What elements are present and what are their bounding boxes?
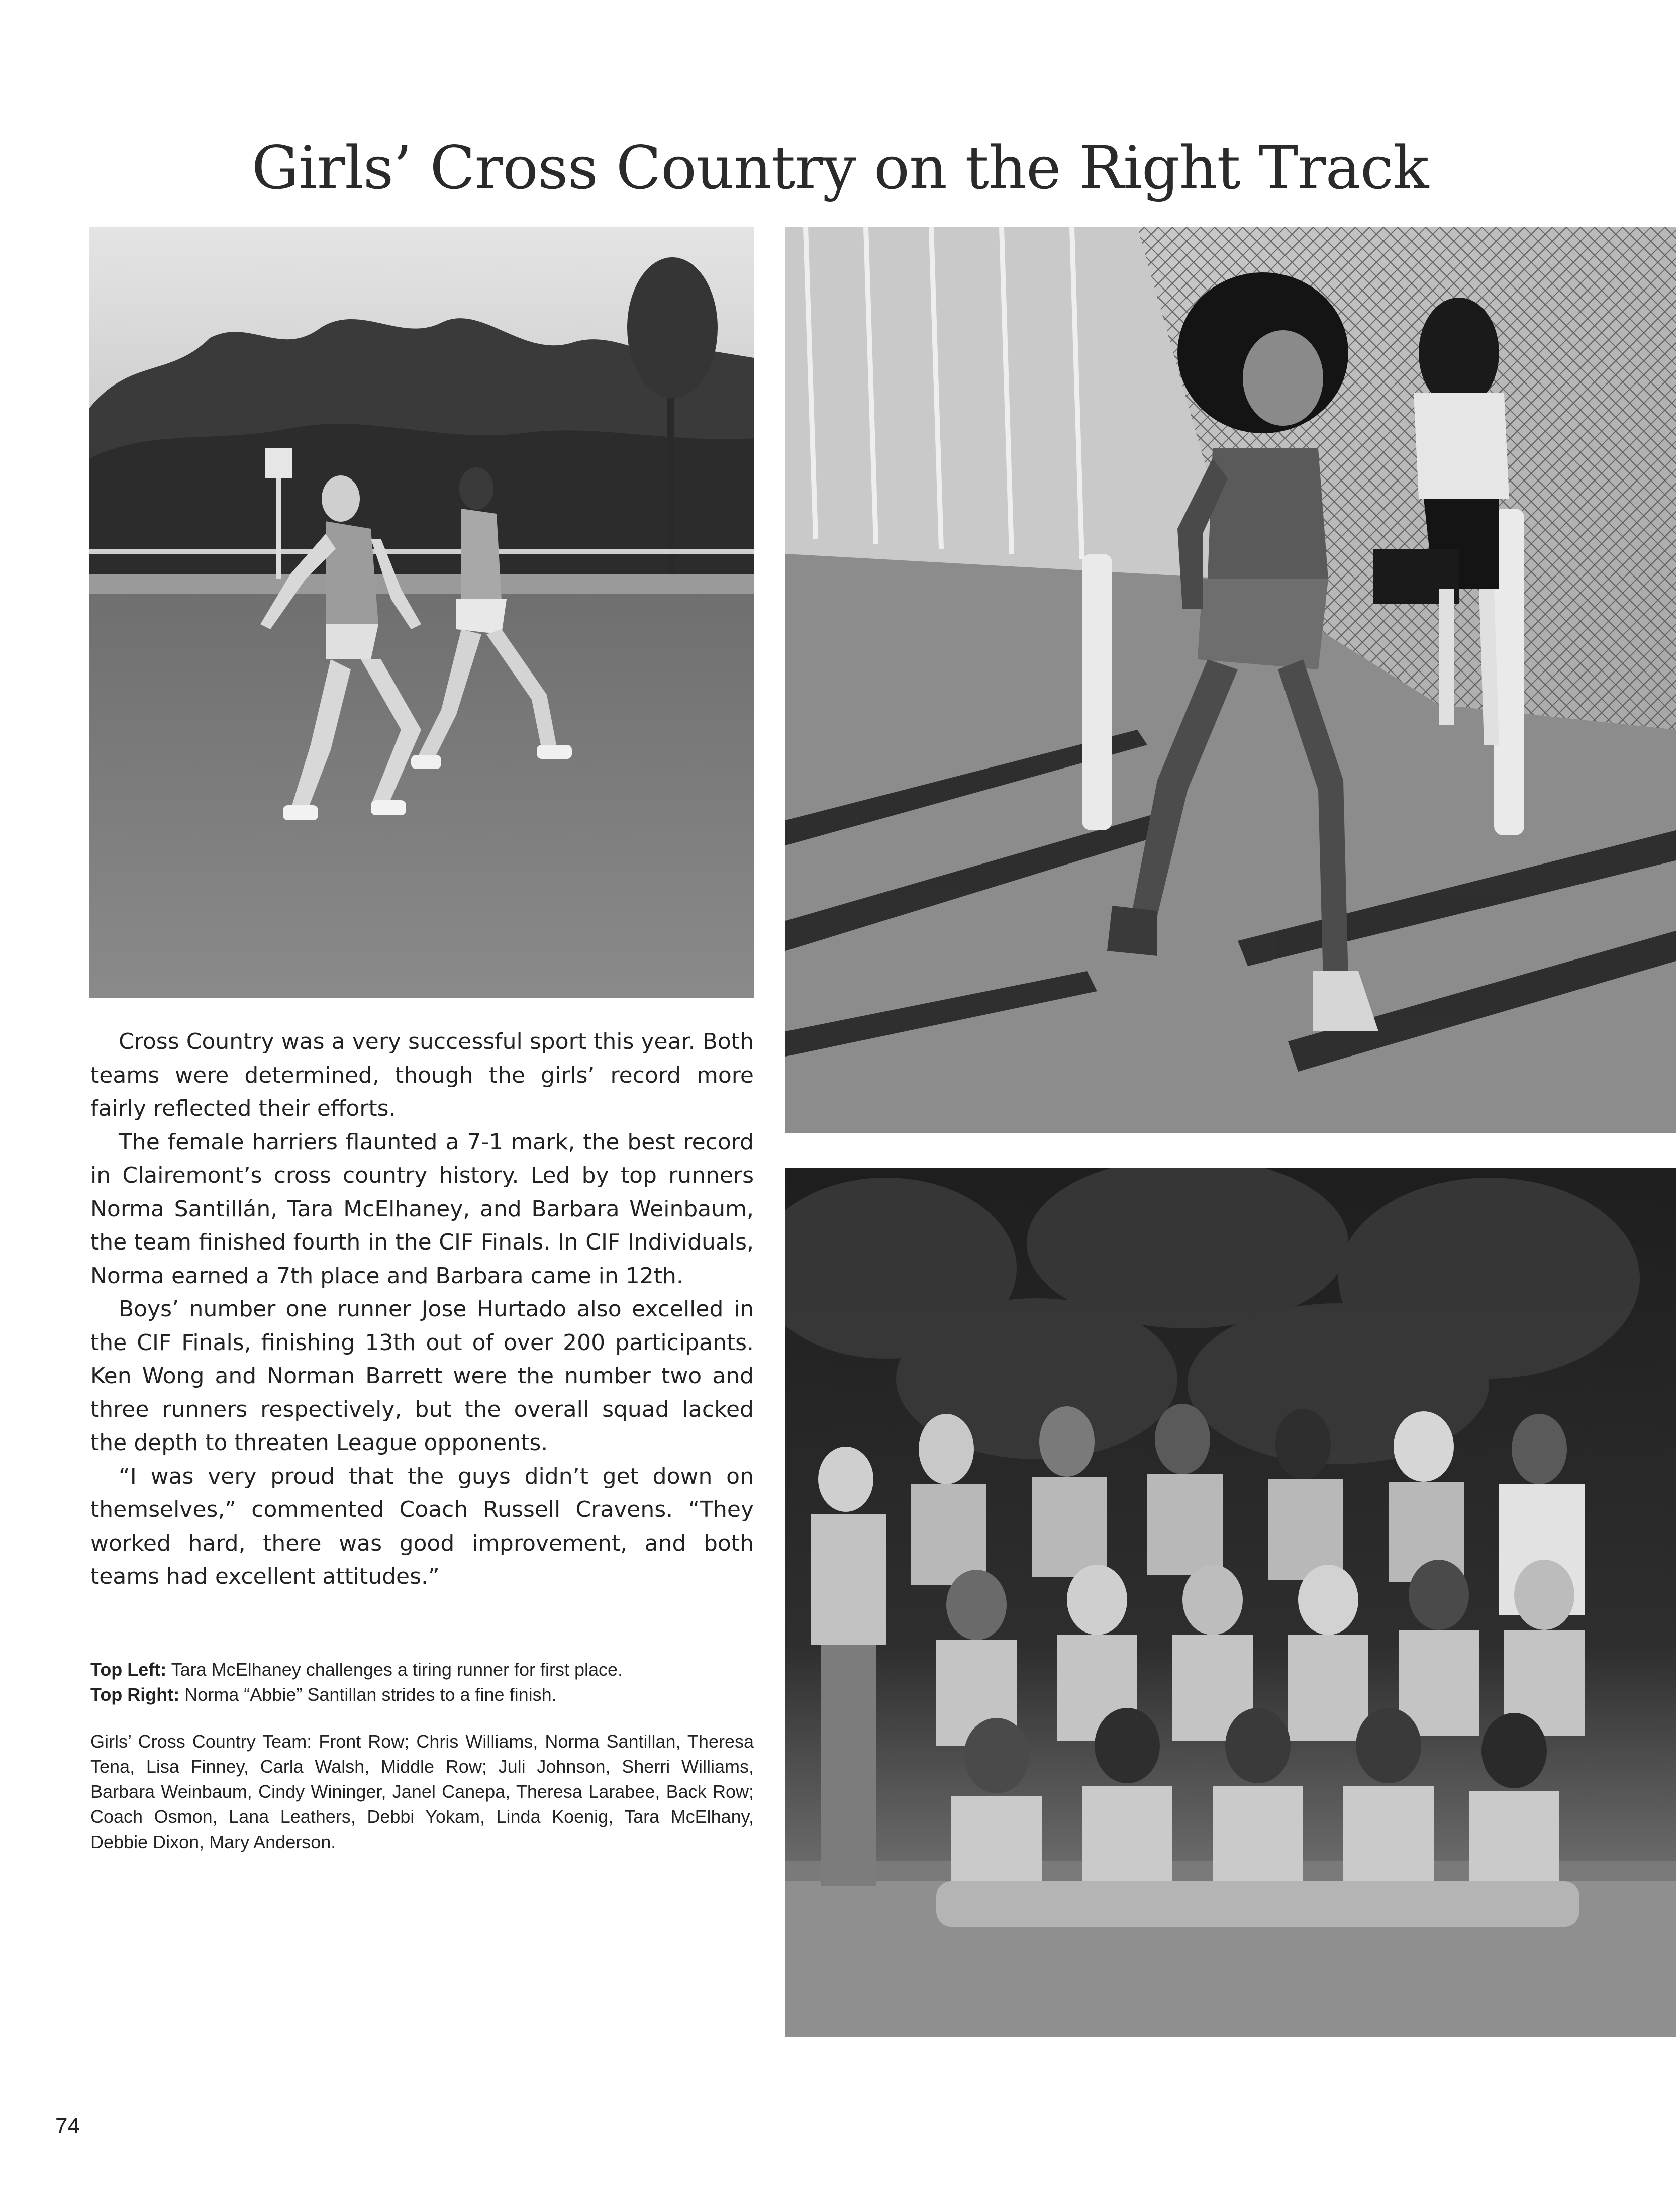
page-number: 74 xyxy=(55,2114,80,2138)
caption-top-left-label: Top Left: xyxy=(90,1659,167,1680)
caption-top-right-label: Top Right: xyxy=(90,1684,180,1705)
caption-top-left xyxy=(90,1657,754,1682)
photo-runners-field xyxy=(89,227,754,998)
caption-team: Girls’ Cross Country Team: Front Row; Chris Williams, Norma Santillan, Theresa Tena, Lisa Finney, Carla Walsh, Middle Row; Juli Johnson, Sherri Williams, Barbara Weinbaum, Cindy Wininger, Janel Canepa, Theresa Larabee, Back Row; Coach Osmon, Lana Leathers, Debbi Yokam, Linda Koenig, Tara McElhany, Debbie Dixon, Mary Anderson. xyxy=(90,1731,754,1852)
caption-top-left-text: Tara McElhaney challenges a tiring runner for first place. xyxy=(171,1659,623,1680)
article-paragraph: Cross Country was a very successful sport this year. Both teams were determined, though the girls’ record more fairly reflected their efforts. xyxy=(90,1029,754,1121)
caption-top-right-text: Norma “Abbie” Santillan strides to a fine finish. xyxy=(184,1684,557,1705)
caption-top-right xyxy=(90,1682,754,1707)
photo-captions-top xyxy=(90,1657,754,1707)
article-paragraph: Boys’ number one runner Jose Hurtado also excelled in the CIF Finals, finishing 13th out of over 200 participants. Ken Wong and Norman Barrett were the number two and three runners respectively, but the overall squad lacked the depth to threaten League opponents. xyxy=(90,1296,754,1456)
article-paragraph: The female harriers flaunted a 7-1 mark, the best record in Clairemont’s cross country history. Led by top runners Norma Santillán, Tara McElhaney, and Barbara Weinbaum, the team finished fourth in the CIF Finals. In CIF Individuals, Norma earned a 7th place and Barbara came in 12th. xyxy=(90,1129,754,1289)
photo-team-group xyxy=(785,1168,1676,2037)
article-paragraph: “I was very proud that the guys didn’t get down on themselves,” commented Coach Russell Cravens. “They worked hard, there was good improvement, and both teams had excellent attitudes.” xyxy=(90,1463,754,1589)
page-title: Girls’ Cross Country on the Right Track xyxy=(251,133,1429,203)
photo-runner-fence xyxy=(785,227,1676,1133)
article-body xyxy=(90,1025,754,1594)
